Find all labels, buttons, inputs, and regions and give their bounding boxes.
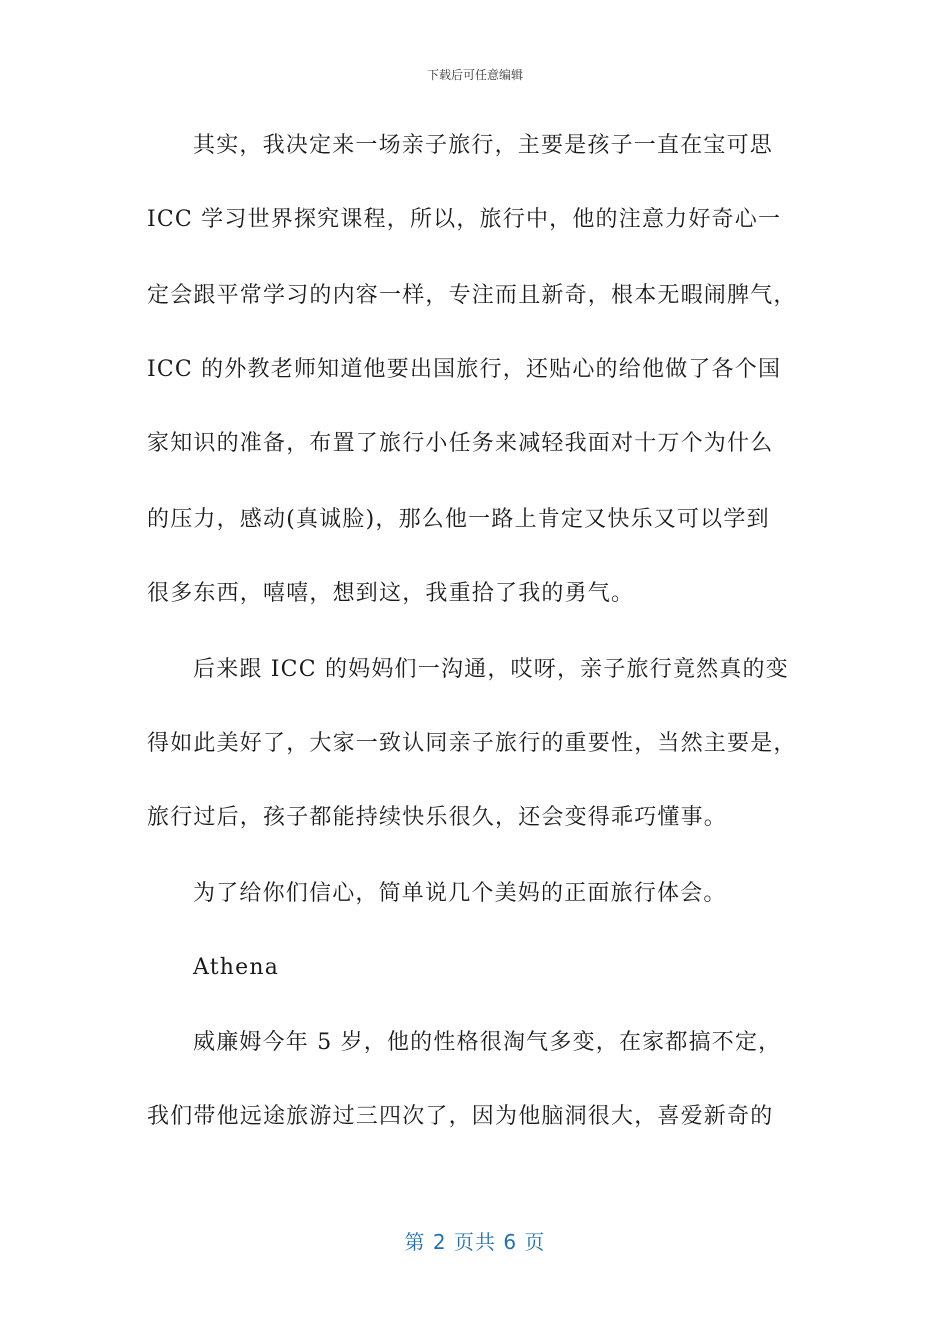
paragraph-line: 家知识的准备，布置了旅行小任务来减轻我面对十万个为什么 xyxy=(147,431,774,456)
paragraph-line: 其实，我决定来一场亲子旅行，主要是孩子一直在宝可思 xyxy=(193,133,774,158)
paragraph-line: 威廉姆今年 5 岁，他的性格很淘气多变，在家都搞不定， xyxy=(193,1030,782,1055)
page-indicator: 第 2 页共 6 页 xyxy=(404,1230,546,1254)
paragraph-line: 的压力，感动(真诚脸)，那么他一路上肯定又快乐又可以学到 xyxy=(147,507,770,532)
header-note: 下载后可任意编辑 xyxy=(426,68,523,82)
paragraph-line: 很多东西，嘻嘻，想到这，我重拾了我的勇气。 xyxy=(147,581,635,606)
paragraph-line: 为了给你们信心，简单说几个美妈的正面旅行体会。 xyxy=(193,881,727,906)
section-name: Athena xyxy=(193,955,280,980)
paragraph-line: ICC 的外教老师知道他要出国旅行，还贴心的给他做了各个国 xyxy=(147,357,782,382)
paragraph-line: 得如此美好了，大家一致认同亲子旅行的重要性，当然主要是， xyxy=(147,731,797,756)
paragraph-line: 后来跟 ICC 的妈妈们一沟通，哎呀，亲子旅行竟然真的变 xyxy=(193,657,789,682)
paragraph-line: 旅行过后，孩子都能持续快乐很久，还会变得乖巧懂事。 xyxy=(147,805,728,830)
paragraph-line: 定会跟平常学习的内容一样，专注而且新奇，根本无暇闹脾气， xyxy=(147,283,797,308)
paragraph-line: 我们带他远途旅游过三四次了，因为他脑洞很大，喜爱新奇的 xyxy=(147,1104,774,1129)
paragraph-line: ICC 学习世界探究课程，所以，旅行中，他的注意力好奇心一 xyxy=(147,207,782,232)
